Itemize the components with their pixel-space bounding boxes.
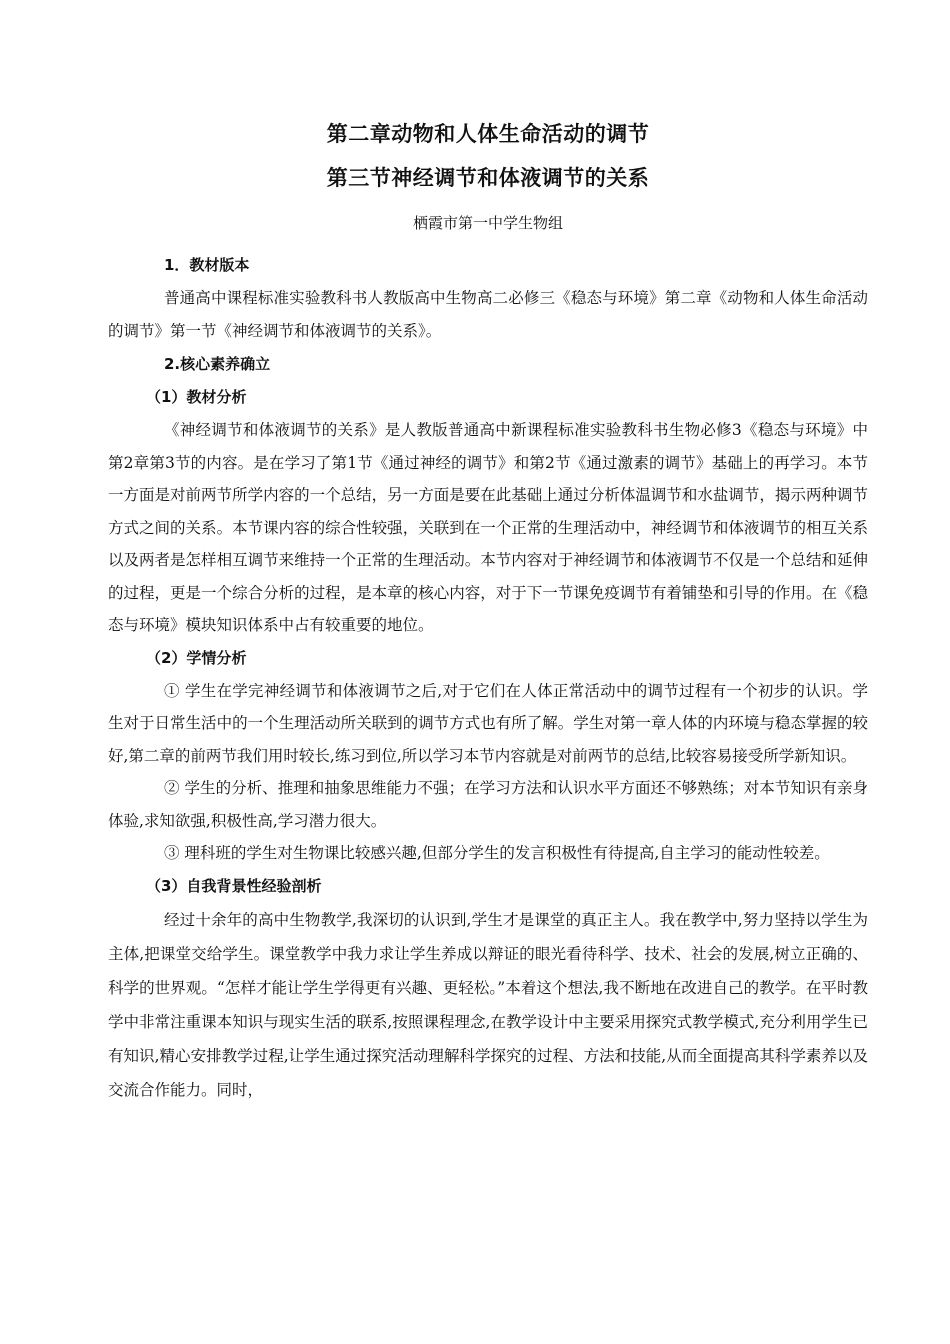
paragraph-textbook-version: 普通高中课程标准实验教科书人教版高中生物高二必修三《稳态与环境》第二章《动物和人体生命活动的调节》第一节《神经调节和体液调节的关系》。 [108,289,868,340]
heading-textbook-analysis: （1）教材分析 [146,388,247,406]
document-body [108,112,868,1107]
paragraph-self-experience: 经过十余年的高中生物教学,我深切的认识到,学生才是课堂的真正主人。我在教学中,努力坚持以学生为主体,把课堂交给学生。课堂教学中我力求让学生养成以辩证的眼光看待科学、技术、社会的发展,树立正确的、科学的世界观。“怎样才能让学生学得更有兴趣、更轻松。”本着这个想法,我不断地在改进自己的教学。在平时教学中非常注重课本知识与现实生活的联系,按照课程理念,在教学设计中主要采用探究式教学模式,充分利用学生已有知识,精心安排教学过程,让学生通过探究活动理解科学探究的过程、方法和技能,从而全面提高其科学素养以及交流合作能力。同时， [108,910,868,1099]
heading-self-experience: （3）自我背景性经验剖析 [146,876,322,895]
author-line: 栖霞市第一中学生物组 [412,214,563,232]
student-analysis-item-3: ③ 理科班的学生对生物课比较感兴趣,但部分学生的发言积极性有待提高,自主学习的能动性较差。 [164,844,830,862]
paragraph-textbook-analysis: 《神经调节和体液调节的关系》是人教版普通高中新课程标准实验教科书生物必修3《稳态与环境》中第2章第3节的内容。是在学习了第1节《通过神经的调节》和第2节《通过激素的调节》基础上的再学习。本节一方面是对前两节所学内容的一个总结，另一方面是要在此基础上通过分析体温调节和水盐调节，揭示两种调节方式之间的关系。本节课内容的综合性较强，关联到在一个正常的生理活动中，神经调节和体液调节的相互关系以及两者是怎样相互调节来维持一个正常的生理活动。本节内容对于神经调节和体液调节不仅是一个总结和延伸的过程，更是一个综合分析的过程，是本章的核心内容，对于下一节课免疫调节有着铺垫和引导的作用。在《稳态与环境》模块知识体系中占有较重要的地位。 [108,421,868,634]
section-title: 第三节神经调节和体液调节的关系 [326,166,650,190]
heading-core-literacy: 2.核心素养确立 [164,355,271,373]
student-analysis-item-2: ② 学生的分析、推理和抽象思维能力不强；在学习方法和认识水平方面还不够熟练；对本节知识有亲身体验,求知欲强,积极性高,学习潜力很大。 [108,779,868,830]
heading-textbook-version: 1．教材版本 [164,256,250,274]
student-analysis-item-1: ① 学生在学完神经调节和体液调节之后,对于它们在人体正常活动中的调节过程有一个初步的认识。学生对于日常生活中的一个生理活动所关联到的调节方式也有所了解。学生对第一章人体的内环境与稳态掌握的较好,第二章的前两节我们用时较长,练习到位,所以学习本节内容就是对前两节的总结,比较容易接受所学新知识。 [108,681,868,765]
chapter-title: 第二章动物和人体生命活动的调节 [326,122,650,146]
heading-student-analysis: （2）学情分析 [146,648,247,667]
